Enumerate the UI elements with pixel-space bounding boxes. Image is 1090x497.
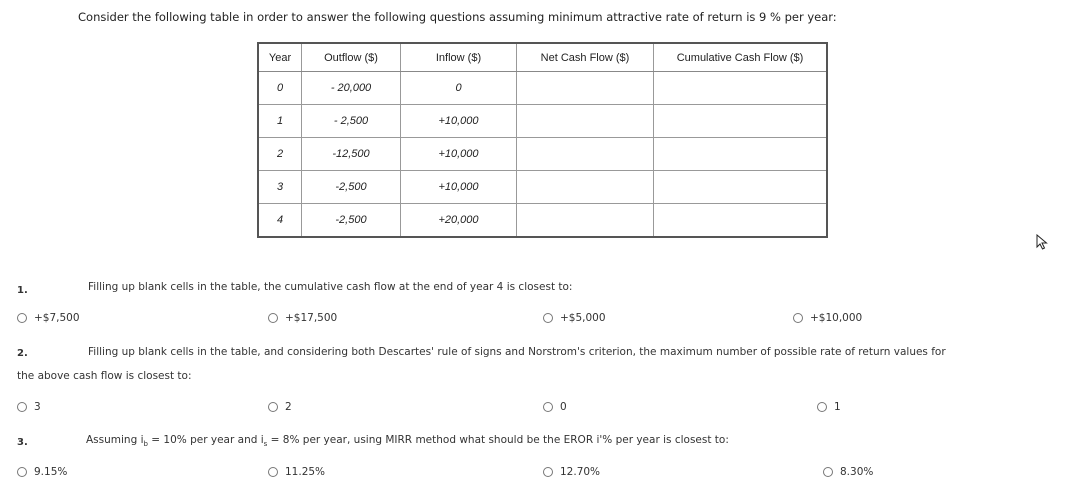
subscript-b: b [143, 440, 148, 449]
option-label: 11.25% [285, 466, 326, 478]
question-3-number: 3. [17, 437, 28, 448]
radio-button[interactable] [817, 402, 827, 412]
q1-option-d[interactable] [793, 312, 862, 324]
question-3-text [86, 434, 729, 448]
cell-net-blank [517, 204, 654, 238]
option-label: 1 [834, 401, 841, 413]
question-2-text: Filling up blank cells in the table, and considering both Descartes' rule of signs and Norstrom's criterion, the maximum number of possible rate of return values for [88, 346, 946, 358]
cell-inflow: 0 [401, 72, 517, 105]
question-1-number: 1. [17, 285, 28, 296]
text-part: = 8% per year, using MIRR method what should be the EROR i'% per year is closest to: [267, 434, 729, 446]
q2-option-a[interactable] [17, 401, 41, 413]
cash-flow-table [257, 42, 828, 238]
cell-net-blank [517, 72, 654, 105]
cell-cumulative-blank [654, 171, 828, 204]
radio-button[interactable] [543, 402, 553, 412]
q3-option-d[interactable] [823, 466, 873, 478]
cell-inflow: +10,000 [401, 138, 517, 171]
question-1-text: Filling up blank cells in the table, the cumulative cash flow at the end of year 4 is closest to: [88, 281, 573, 293]
question-2-text-continued: the above cash flow is closest to: [17, 370, 192, 382]
cell-inflow: +10,000 [401, 171, 517, 204]
q2-option-b[interactable] [268, 401, 292, 413]
table-row [258, 171, 827, 204]
option-label: +$17,500 [285, 312, 338, 324]
option-label: 2 [285, 401, 292, 413]
cell-cumulative-blank [654, 105, 828, 138]
header-inflow: Inflow ($) [401, 43, 517, 72]
cell-cumulative-blank [654, 72, 828, 105]
radio-button[interactable] [543, 313, 553, 323]
cell-year: 2 [258, 138, 302, 171]
subscript-s: s [263, 440, 268, 449]
radio-button[interactable] [268, 467, 278, 477]
cell-outflow: -12,500 [302, 138, 401, 171]
mouse-pointer-icon [1036, 234, 1048, 250]
cell-outflow: - 20,000 [302, 72, 401, 105]
option-label: 9.15% [34, 466, 68, 478]
cell-outflow: -2,500 [302, 171, 401, 204]
option-label: 3 [34, 401, 41, 413]
radio-button[interactable] [17, 313, 27, 323]
cell-net-blank [517, 138, 654, 171]
cell-year: 3 [258, 171, 302, 204]
option-label: 0 [560, 401, 567, 413]
option-label: +$10,000 [810, 312, 863, 324]
radio-button[interactable] [793, 313, 803, 323]
q3-option-c[interactable] [543, 466, 600, 478]
cell-year: 1 [258, 105, 302, 138]
radio-button[interactable] [17, 402, 27, 412]
table-row [258, 204, 827, 238]
radio-button[interactable] [268, 402, 278, 412]
cell-cumulative-blank [654, 138, 828, 171]
table-row [258, 72, 827, 105]
radio-button[interactable] [543, 467, 553, 477]
q1-option-c[interactable] [543, 312, 606, 324]
q3-option-b[interactable] [268, 466, 325, 478]
radio-button[interactable] [17, 467, 27, 477]
q3-option-a[interactable] [17, 466, 67, 478]
option-label: 12.70% [560, 466, 601, 478]
q1-option-b[interactable] [268, 312, 337, 324]
header-outflow: Outflow ($) [302, 43, 401, 72]
table-row [258, 105, 827, 138]
cell-inflow: +20,000 [401, 204, 517, 238]
radio-button[interactable] [823, 467, 833, 477]
cell-cumulative-blank [654, 204, 828, 238]
header-net-cash-flow: Net Cash Flow ($) [517, 43, 654, 72]
text-part: Assuming i [86, 434, 144, 446]
header-cumulative-cash-flow: Cumulative Cash Flow ($) [654, 43, 828, 72]
q2-option-c[interactable] [543, 401, 567, 413]
option-label: +$7,500 [34, 312, 80, 324]
table-row [258, 138, 827, 171]
option-label: 8.30% [840, 466, 874, 478]
cell-inflow: +10,000 [401, 105, 517, 138]
header-year: Year [258, 43, 302, 72]
cell-net-blank [517, 105, 654, 138]
question-2-number: 2. [17, 348, 28, 359]
cell-year: 4 [258, 204, 302, 238]
q2-option-d[interactable] [817, 401, 841, 413]
cell-outflow: -2,500 [302, 204, 401, 238]
cell-year: 0 [258, 72, 302, 105]
cell-outflow: - 2,500 [302, 105, 401, 138]
intro-text: Consider the following table in order to answer the following questions assuming minimum attractive rate of return is 9 % per year: [78, 10, 837, 24]
text-part: = 10% per year and i [147, 434, 264, 446]
q1-option-a[interactable] [17, 312, 80, 324]
cell-net-blank [517, 171, 654, 204]
radio-button[interactable] [268, 313, 278, 323]
option-label: +$5,000 [560, 312, 606, 324]
table-header-row [258, 43, 827, 72]
